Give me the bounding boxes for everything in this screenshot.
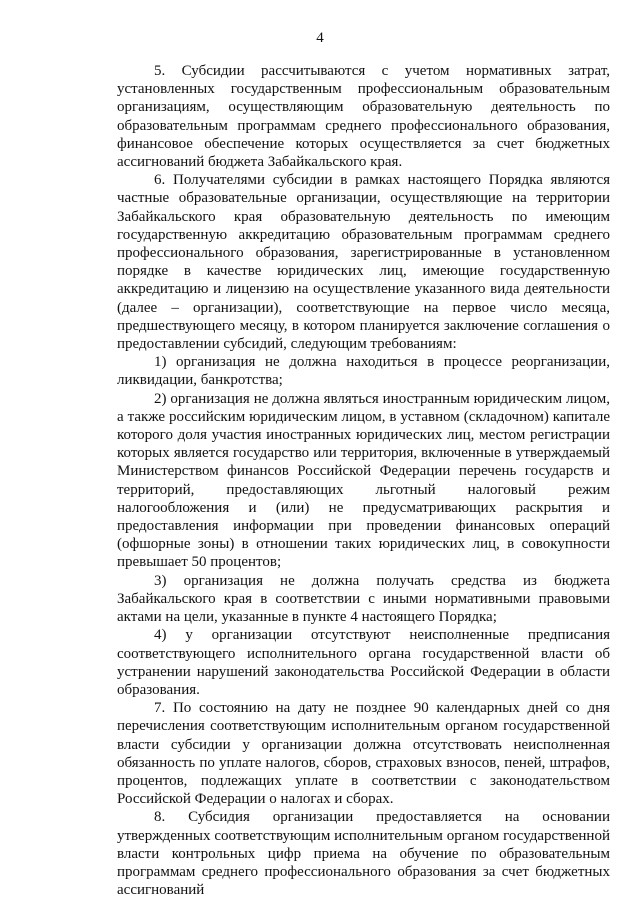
document-body [117, 62, 610, 899]
requirement-4: 4) у организации отсутствуют неисполненные предписания соответствующего исполнительного органа государственной власти об устранении нарушений законодательства Российской Федерации в области образования. [117, 627, 610, 698]
requirement-3: 3) организация не должна получать средства из бюджета Забайкальского края в соответствии с иными нормативными правовыми актами на цели, указанные в пункте 4 настоящего Порядка; [117, 572, 610, 626]
paragraph-8: 8. Субсидия организации предоставляется на основании утвержденных соответствующим исполнительным органом государственной власти контрольных цифр приема на обучение по образовательным программам среднего профессионального образования за счет бюджетных ассигнований [117, 809, 610, 899]
requirement-1: 1) организация не должна находиться в процессе реорганизации, ликвидации, банкротства; [117, 354, 610, 389]
page-number: 4 [316, 30, 324, 46]
requirement-2: 2) организация не должна являться иностранным юридическим лицом, а также российским юридическим лицом, в уставном (складочном) капитале которого доля участия иностранных юридических лиц, местом регистрации которых является государство или территория, включенные в утверждаемый Министерством финансов Российской Федерации перечень государств и территорий, предоставляющих льготный налоговый режим налогообложения и (или) не предусматривающих раскрытия и предоставления информации при проведении финансовых операций (офшорные зоны) в отношении таких юридических лиц, в совокупности превышает 50 процентов; [117, 390, 610, 571]
paragraph-5: 5. Субсидии рассчитываются с учетом нормативных затрат, установленных государственным профессиональным образовательным организациям, осуществляющим образовательную деятельность по образовательным программам среднего профессионального образования, финансовое обеспечение которых осуществляется за счет бюджетных ассигнований бюджета Забайкальского края. [117, 63, 610, 171]
paragraph-7: 7. По состоянию на дату не позднее 90 календарных дней со дня перечисления соответствующим исполнительным органом государственной власти субсидии у организации должна отсутствовать неисполненная обязанность по уплате налогов, сборов, страховых взносов, пеней, штрафов, процентов, подлежащих уплате в соответствии с законодательством Российской Федерации о налогах и сборах. [117, 700, 610, 808]
paragraph-6: 6. Получателями субсидии в рамках настоящего Порядка являются частные образовательные организации, осуществляющие на территории Забайкальского края образовательную деятельность по имеющим государственную аккредитацию образовательным программам среднего профессионального образования, зарегистрированные в установленном порядке в качестве юридических лиц, имеющие государственную аккредитацию и лицензию на осуществление указанного вида деятельности (далее – организации), соответствующие на первое число месяца, предшествующего месяцу, в котором планируется заключение соглашения о предоставлении субсидий, следующим требованиям: [117, 172, 610, 353]
